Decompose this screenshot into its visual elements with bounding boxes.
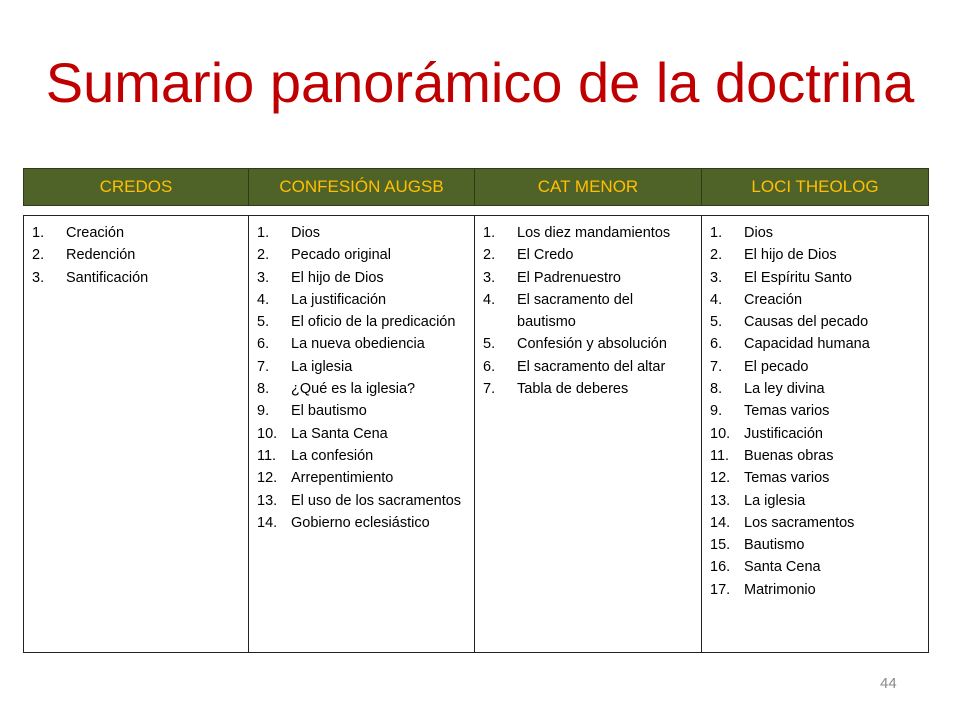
header-confesion-augsb: CONFESIÓN AUGSB: [249, 169, 475, 205]
list-item-number: 2.: [32, 247, 45, 264]
list-item: [257, 445, 468, 467]
list-item: [710, 311, 922, 333]
list-item: [32, 222, 242, 244]
list-item-number: 7.: [710, 358, 723, 375]
list-item-text: La confesión: [291, 447, 374, 464]
list-item-number: 13.: [710, 492, 731, 509]
list-item-text: Pecado original: [291, 247, 391, 264]
list-item-number: 12.: [257, 470, 278, 487]
column-confesion-augsb: [249, 216, 475, 652]
list-item-text: Dios: [291, 225, 321, 241]
list-item-text: El Credo: [517, 247, 574, 264]
list-item-text: El sacramento del altar: [517, 358, 666, 375]
list-item: [710, 289, 922, 311]
list-item-text: El pecado: [744, 358, 809, 375]
list-item: [257, 490, 468, 512]
list-item-number: 1.: [257, 225, 270, 241]
list-item-number: 7.: [257, 358, 270, 375]
list-item: [710, 467, 922, 489]
list-item-text: Creación: [744, 291, 803, 308]
list-item-text: Los diez mandamientos: [517, 225, 671, 241]
list-item: [257, 267, 468, 289]
list-item-text: El hijo de Dios: [744, 247, 837, 264]
list-item-number: 2.: [483, 247, 496, 264]
list-item-text: El oficio de la predicación: [291, 314, 456, 331]
list-item-number: 3.: [257, 269, 270, 286]
list-item-text: La iglesia: [744, 492, 806, 509]
list-item-text: Bautismo: [744, 537, 805, 554]
list-item: [257, 378, 468, 400]
list-item-text: Santa Cena: [744, 559, 821, 576]
list-item-text: Creación: [66, 225, 125, 241]
list-item-number: 7.: [483, 381, 496, 398]
list-item-number: 3.: [483, 269, 496, 286]
list-item-text: Causas del pecado: [744, 314, 869, 331]
list-item: [257, 512, 468, 534]
list-item-number: 6.: [710, 336, 723, 353]
list-item: [257, 400, 468, 422]
list-item-number: 5.: [710, 314, 723, 331]
list-item-text: La Santa Cena: [291, 425, 388, 442]
list-item-text: ¿Qué es la iglesia?: [291, 381, 416, 398]
list-item-text: Temas varios: [744, 470, 830, 487]
list-item: [710, 579, 922, 601]
list-item-number: 13.: [257, 492, 278, 509]
list-item-text: Capacidad humana: [744, 336, 870, 353]
list-item-number: 4.: [257, 291, 270, 308]
list-item: [257, 333, 468, 355]
list-item: [710, 356, 922, 378]
list-item-number: 2.: [257, 247, 270, 264]
list-item: [32, 244, 242, 266]
list-item-number: 9.: [710, 403, 723, 420]
list-item-text: El hijo de Dios: [291, 269, 384, 286]
table-header-row: [23, 168, 929, 206]
list-item-number: 9.: [257, 403, 270, 420]
list-item: [483, 267, 695, 289]
list-item: [710, 244, 922, 266]
list-item: [32, 267, 242, 289]
list-item-number: 1.: [710, 225, 723, 241]
list-item-text: Redención: [66, 247, 136, 264]
list-item-text: Gobierno eclesiástico: [291, 514, 430, 531]
list-item-text: Temas varios: [744, 403, 830, 420]
list-item-number: 14.: [710, 514, 731, 531]
list-item: [710, 222, 922, 244]
list-item-number: 10.: [710, 425, 731, 442]
list-item-number: 2.: [710, 247, 723, 264]
list-item-number: 17.: [710, 581, 731, 598]
list-item-number: 4.: [710, 291, 723, 308]
list-item: [710, 490, 922, 512]
list-item: [710, 512, 922, 534]
list-item-number: 3.: [32, 269, 45, 286]
list-item: [483, 356, 695, 378]
column-credos: [24, 216, 249, 652]
list-item-number: 5.: [483, 336, 496, 353]
list-item-text: El uso de los sacramentos: [291, 492, 462, 509]
list-item: [710, 534, 922, 556]
list-item-text: Santificación: [66, 269, 149, 286]
list-item: [710, 378, 922, 400]
list-item-text: Los sacramentos: [744, 514, 855, 531]
list-item-text: La iglesia: [291, 358, 353, 375]
list-item-text: Matrimonio: [744, 581, 816, 598]
list-item-number: 3.: [710, 269, 723, 286]
list-item-text: Arrepentimiento: [291, 470, 394, 487]
list-item-number: 8.: [257, 381, 270, 398]
list-item-text: Justificación: [744, 425, 823, 442]
list-item-number: 4.: [483, 291, 496, 308]
list-item-number: 1.: [32, 225, 45, 241]
list-item-number: 16.: [710, 559, 731, 576]
list-item: [710, 556, 922, 578]
list-item-number: 10.: [257, 425, 278, 442]
list-item-text: La justificación: [291, 291, 387, 308]
list-item: [483, 333, 695, 355]
list-item-text: El Espíritu Santo: [744, 269, 852, 286]
list-item-text: Tabla de deberes: [517, 381, 629, 398]
list-item-number: 6.: [483, 358, 496, 375]
list-item: [710, 445, 922, 467]
list-item: [257, 244, 468, 266]
doctrine-table: [23, 215, 929, 653]
list-item: [257, 222, 468, 244]
list-item: [710, 423, 922, 445]
list-item-number: 1.: [483, 225, 496, 241]
header-loci-theolog: LOCI THEOLOG: [751, 177, 879, 196]
list-item: [710, 400, 922, 422]
list-item-number: 15.: [710, 537, 731, 554]
list-item: [257, 423, 468, 445]
list-item: [483, 289, 695, 334]
list-item: [710, 333, 922, 355]
list-item-number: 11.: [710, 447, 730, 464]
page-number: 44: [880, 675, 897, 692]
list-item-text: Confesión y absolución: [517, 336, 667, 353]
list-item: [483, 222, 695, 244]
column-cat-menor: [475, 216, 702, 652]
list-item-number: 12.: [710, 470, 731, 487]
list-item: [257, 311, 468, 333]
header-credos: CREDOS: [24, 169, 249, 205]
list-item: [257, 356, 468, 378]
list-item: [483, 378, 695, 400]
list-item-text: El sacramento del bautismo: [517, 291, 634, 331]
list-item-text: Buenas obras: [744, 447, 834, 464]
list-item-number: 14.: [257, 514, 278, 531]
list-item-text: El Padrenuestro: [517, 269, 621, 286]
list-item-text: El bautismo: [291, 403, 367, 420]
list-item-text: La nueva obediencia: [291, 336, 425, 353]
list-item-text: La ley divina: [744, 381, 825, 398]
list-item-number: 6.: [257, 336, 270, 353]
column-loci-theolog: [702, 216, 928, 652]
list-item-number: 5.: [257, 314, 270, 331]
list-item: [483, 244, 695, 266]
list-item: [710, 267, 922, 289]
header-cat-menor: CAT MENOR: [475, 169, 702, 205]
slide-title: Sumario panorámico de la doctrina: [45, 51, 915, 114]
list-item: [257, 289, 468, 311]
list-item: [257, 467, 468, 489]
list-item-text: Dios: [744, 225, 774, 241]
list-item-number: 8.: [710, 381, 723, 398]
list-item-number: 11.: [257, 447, 277, 464]
